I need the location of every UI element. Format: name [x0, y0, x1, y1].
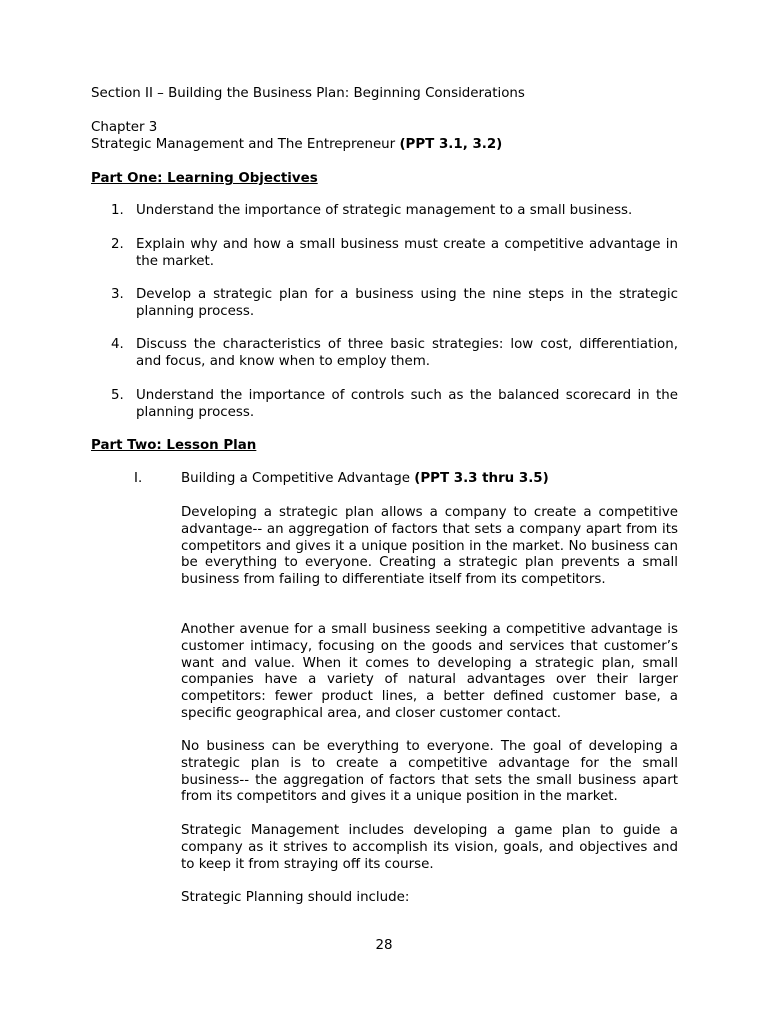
- chapter-ppt-ref: (PPT 3.1, 3.2): [399, 137, 503, 152]
- objective-number: 4.: [111, 337, 124, 352]
- paragraph-strategic-management: Strategic Management includes developing a game plan to guide a company as it strives to accomplish its vision, goals, and objectives and to keep it from straying off its course.: [181, 823, 678, 872]
- section-i-heading: [181, 471, 549, 488]
- paragraph-strategic-plan-goal: No business can be everything to everyone. The goal of developing a strategic plan is to create a competitive advantage for the small business-- the aggregation of factors that sets the small business apart from its competitors and gives it a unique position in the market.: [181, 739, 678, 805]
- objective-text: Develop a strategic plan for a business using the nine steps in the strategic planning process.: [136, 287, 678, 319]
- section-i-title: Building a Competitive Advantage: [181, 471, 415, 486]
- objective-text: Explain why and how a small business must create a competitive advantage in the market.: [136, 237, 678, 269]
- page-number: 28: [375, 938, 393, 953]
- objective-text: Understand the importance of controls such as the balanced scorecard in the planning process.: [136, 388, 678, 420]
- chapter-title: [91, 137, 502, 154]
- paragraph-strategic-planning-intro: Strategic Planning should include:: [181, 890, 410, 905]
- part-two-heading: Part Two: Lesson Plan: [91, 438, 257, 453]
- objective-number: 5.: [111, 388, 124, 403]
- objective-text: Discuss the characteristics of three basic strategies: low cost, differentiation, and focus, and know when to employ them.: [136, 337, 678, 369]
- section-heading: Section II – Building the Business Plan: Beginning Considerations: [91, 86, 525, 101]
- section-i-ppt-ref: (PPT 3.3 thru 3.5): [414, 471, 549, 486]
- chapter-title-text: Strategic Management and The Entrepreneur: [91, 137, 400, 152]
- section-i-numeral: I.: [134, 471, 143, 486]
- objective-number: 1.: [111, 203, 124, 218]
- objective-number: 3.: [111, 287, 124, 302]
- chapter-number: Chapter 3: [91, 120, 158, 135]
- paragraph-customer-intimacy: Another avenue for a small business seeking a competitive advantage is customer intimacy, focusing on the goods and services that customer’s want and value. When it comes to developing a strategic plan, small companies have a variety of natural advantages over their larger competitors: fewer product lines, a better defined customer base, a specific geographical area, and closer customer contact.: [181, 622, 678, 721]
- part-one-heading: Part One: Learning Objectives: [91, 171, 318, 186]
- objective-number: 2.: [111, 237, 124, 252]
- objective-text: Understand the importance of strategic management to a small business.: [136, 203, 633, 218]
- paragraph-competitive-advantage: Developing a strategic plan allows a company to create a competitive advantage-- an aggregation of factors that sets a company apart from its competitors and gives it a unique position in the market. No business can be everything to everyone. Creating a strategic plan prevents a small business from failing to differentiate itself from its competitors.: [181, 505, 678, 588]
